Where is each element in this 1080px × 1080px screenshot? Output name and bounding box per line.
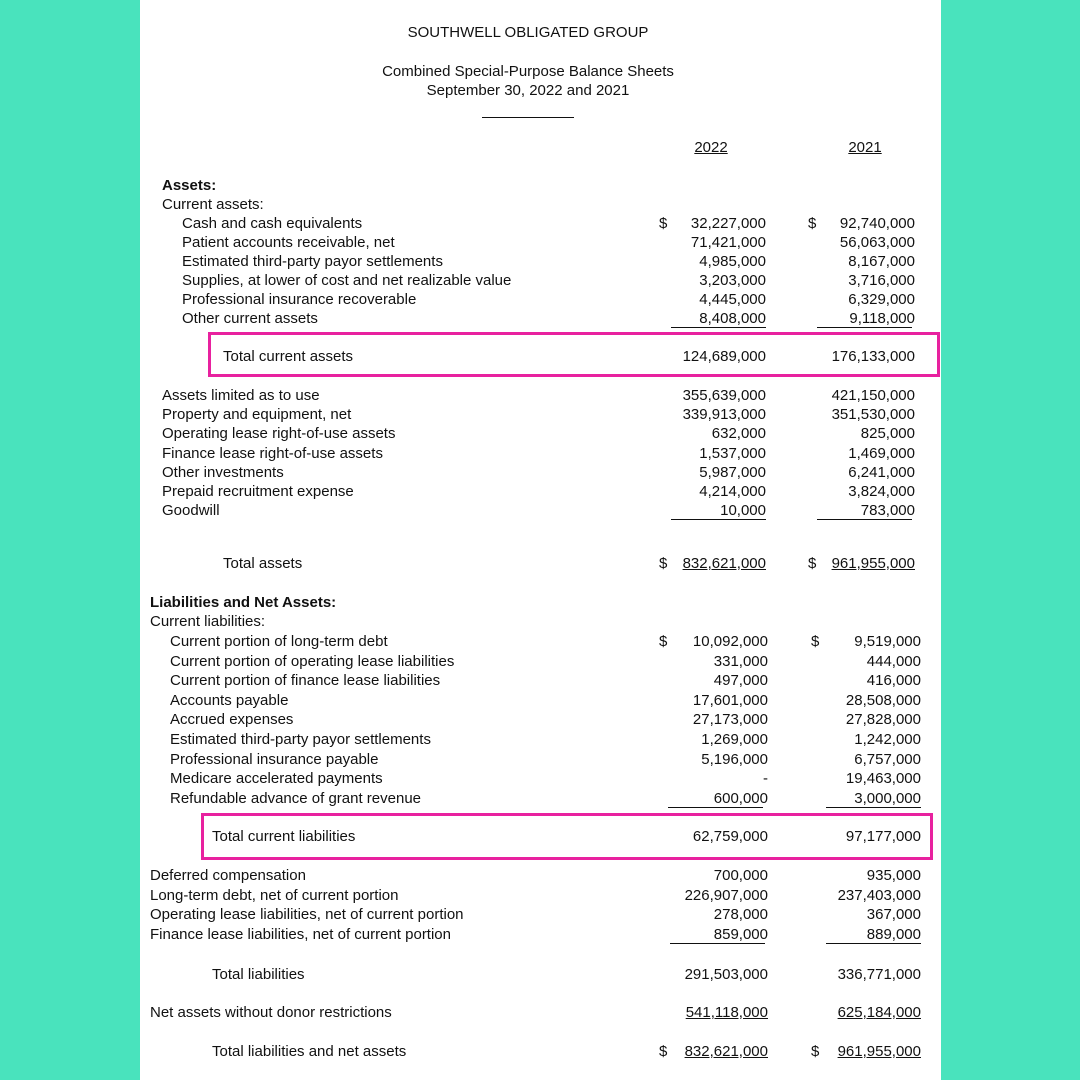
- column-header-2022: 2022: [694, 139, 728, 156]
- row-value-2021: 3,000,000: [854, 789, 921, 807]
- row-label: Current portion of finance lease liabilities: [170, 672, 441, 690]
- row-value-2021: 367,000: [866, 906, 921, 924]
- row-value-2022: 4,214,000: [699, 483, 766, 500]
- row-value-2021: 6,757,000: [854, 750, 921, 768]
- grand-total-2021: 961,955,000: [837, 1043, 921, 1060]
- total-current-liabilities-2021: 97,177,000: [845, 828, 921, 845]
- row-value-2022: 4,985,000: [699, 253, 766, 270]
- row-value-2021: 416,000: [866, 672, 921, 690]
- row-label: Current portion of long-term debt: [170, 633, 388, 650]
- row-value-2022: 339,913,000: [682, 406, 766, 424]
- row-value-2022: 10,000: [720, 502, 766, 520]
- row-value-2021: 8,167,000: [848, 253, 915, 270]
- total-liabilities-2022: 291,503,000: [684, 966, 768, 983]
- row-value-2022: 71,421,000: [690, 234, 766, 251]
- row-label: Finance lease right-of-use assets: [162, 444, 383, 462]
- total-assets-label: Total assets: [223, 555, 303, 572]
- row-value-2022: 4,445,000: [699, 291, 766, 308]
- subtotal-rule-2022: [668, 807, 763, 808]
- balance-sheet-page: [140, 0, 941, 1080]
- current-liabilities-heading: Current liabilities:: [150, 613, 266, 630]
- row-label: Estimated third-party payor settlements: [170, 731, 431, 748]
- total-assets-2021: 961,955,000: [831, 555, 915, 572]
- row-value-2021: 889,000: [866, 925, 921, 943]
- row-value-2021: 783,000: [860, 502, 915, 520]
- row-value-2022: 632,000: [711, 425, 766, 443]
- row-value-2022: 859,000: [713, 925, 768, 943]
- subtotal-rule-2022: [671, 519, 766, 520]
- total-liabilities-2021: 336,771,000: [837, 966, 921, 983]
- total-assets-2022: 832,621,000: [682, 555, 766, 572]
- net-assets-label: Net assets without donor restrictions: [150, 1004, 392, 1021]
- total-current-assets-label: Total current assets: [223, 348, 354, 365]
- row-value-2021: 825,000: [860, 425, 915, 443]
- row-label: Accrued expenses: [170, 711, 294, 729]
- total-liabilities-label: Total liabilities: [212, 966, 305, 983]
- row-value-2021: 1,242,000: [854, 731, 921, 748]
- row-value-2022: 497,000: [713, 672, 768, 690]
- subtotal-rule-2021: [826, 807, 921, 808]
- row-value-2021: 935,000: [866, 867, 921, 884]
- row-label: Refundable advance of grant revenue: [170, 789, 422, 807]
- currency-symbol-2022: $: [659, 633, 668, 650]
- row-value-2021: 27,828,000: [845, 711, 921, 729]
- row-label: Operating lease liabilities, net of current portion: [150, 906, 464, 924]
- current-assets-heading: Current assets:: [162, 196, 264, 213]
- row-value-2022: 17,601,000: [692, 691, 768, 709]
- row-value-2022: 5,196,000: [701, 750, 768, 768]
- row-label: Goodwill: [162, 502, 220, 520]
- row-value-2021: 56,063,000: [839, 234, 915, 251]
- row-value-2022: 226,907,000: [684, 886, 768, 904]
- org-name: SOUTHWELL OBLIGATED GROUP: [407, 24, 649, 41]
- row-value-2022: 700,000: [713, 867, 768, 884]
- row-label: Other current assets: [182, 310, 318, 327]
- row-value-2022: 5,987,000: [699, 463, 766, 481]
- statement-title: Combined Special-Purpose Balance Sheets: [382, 63, 674, 80]
- row-label: Supplies, at lower of cost and net realizable value: [182, 272, 512, 289]
- row-value-2022: 10,092,000: [692, 633, 768, 650]
- row-value-2021: 28,508,000: [845, 691, 921, 709]
- row-label: Current portion of operating lease liabilities: [170, 652, 455, 670]
- row-label: Medicare accelerated payments: [170, 770, 383, 788]
- row-label: Prepaid recruitment expense: [162, 483, 354, 500]
- row-label: Assets limited as to use: [162, 387, 320, 404]
- row-value-2021: 9,519,000: [854, 633, 921, 650]
- total-current-liabilities-2022: 62,759,000: [692, 828, 768, 845]
- row-value-2022: -: [763, 770, 768, 788]
- statement-dates: September 30, 2022 and 2021: [426, 82, 630, 99]
- subtotal-rule-2022: [670, 943, 765, 944]
- row-value-2022: 32,227,000: [690, 215, 766, 232]
- row-label: Patient accounts receivable, net: [182, 234, 395, 251]
- liabilities-heading: Liabilities and Net Assets:: [150, 594, 337, 611]
- currency-symbol-2021: $: [808, 215, 817, 232]
- header-divider: [482, 117, 574, 118]
- row-label: Cash and cash equivalents: [182, 215, 363, 232]
- total-current-assets-2022: 124,689,000: [682, 348, 766, 365]
- row-label: Estimated third-party payor settlements: [182, 253, 443, 270]
- row-value-2022: 8,408,000: [699, 310, 766, 327]
- total-assets-2022-currency: $: [659, 555, 668, 572]
- row-label: Professional insurance payable: [170, 750, 379, 768]
- grand-total-2022: 832,621,000: [684, 1043, 768, 1060]
- row-label: Other investments: [162, 463, 284, 481]
- row-value-2022: 1,537,000: [699, 444, 766, 462]
- row-value-2022: 331,000: [713, 652, 768, 670]
- row-value-2021: 92,740,000: [839, 215, 915, 232]
- total-current-assets-2021: 176,133,000: [831, 348, 915, 365]
- row-value-2022: 600,000: [713, 789, 768, 807]
- total-assets-2021-currency: $: [808, 555, 817, 572]
- row-label: Accounts payable: [170, 691, 289, 709]
- row-label: Long-term debt, net of current portion: [150, 886, 399, 904]
- row-value-2021: 1,469,000: [848, 444, 915, 462]
- grand-total-2021-currency: $: [811, 1043, 820, 1060]
- subtotal-rule-2022: [671, 327, 766, 328]
- row-value-2022: 278,000: [713, 906, 768, 924]
- total-current-liabilities-label: Total current liabilities: [212, 828, 356, 845]
- row-value-2021: 421,150,000: [831, 387, 915, 404]
- subtotal-rule-2021: [826, 943, 921, 944]
- subtotal-rule-2021: [817, 327, 912, 328]
- net-assets-2022: 541,118,000: [685, 1004, 768, 1021]
- row-value-2021: 444,000: [866, 652, 921, 670]
- row-value-2021: 19,463,000: [845, 770, 921, 788]
- column-header-2021: 2021: [848, 139, 882, 156]
- row-value-2021: 3,716,000: [848, 272, 915, 289]
- row-value-2022: 355,639,000: [682, 387, 766, 404]
- assets-heading: Assets:: [162, 177, 217, 194]
- currency-symbol-2021: $: [811, 633, 820, 650]
- row-label: Operating lease right-of-use assets: [162, 425, 396, 443]
- row-label: Property and equipment, net: [162, 406, 352, 424]
- row-value-2021: 351,530,000: [831, 406, 915, 424]
- row-value-2022: 3,203,000: [699, 272, 766, 289]
- subtotal-rule-2021: [817, 519, 912, 520]
- currency-symbol-2022: $: [659, 215, 668, 232]
- row-value-2021: 237,403,000: [837, 886, 921, 904]
- row-value-2021: 9,118,000: [849, 310, 915, 327]
- net-assets-2021: 625,184,000: [837, 1004, 921, 1021]
- row-label: Professional insurance recoverable: [182, 291, 417, 308]
- row-label: Finance lease liabilities, net of current portion: [150, 925, 451, 943]
- row-label: Deferred compensation: [150, 867, 306, 884]
- row-value-2022: 1,269,000: [701, 731, 768, 748]
- grand-total-label: Total liabilities and net assets: [212, 1043, 407, 1060]
- row-value-2022: 27,173,000: [692, 711, 768, 729]
- row-value-2021: 3,824,000: [848, 483, 915, 500]
- row-value-2021: 6,241,000: [848, 463, 915, 481]
- grand-total-2022-currency: $: [659, 1043, 668, 1060]
- row-value-2021: 6,329,000: [848, 291, 915, 308]
